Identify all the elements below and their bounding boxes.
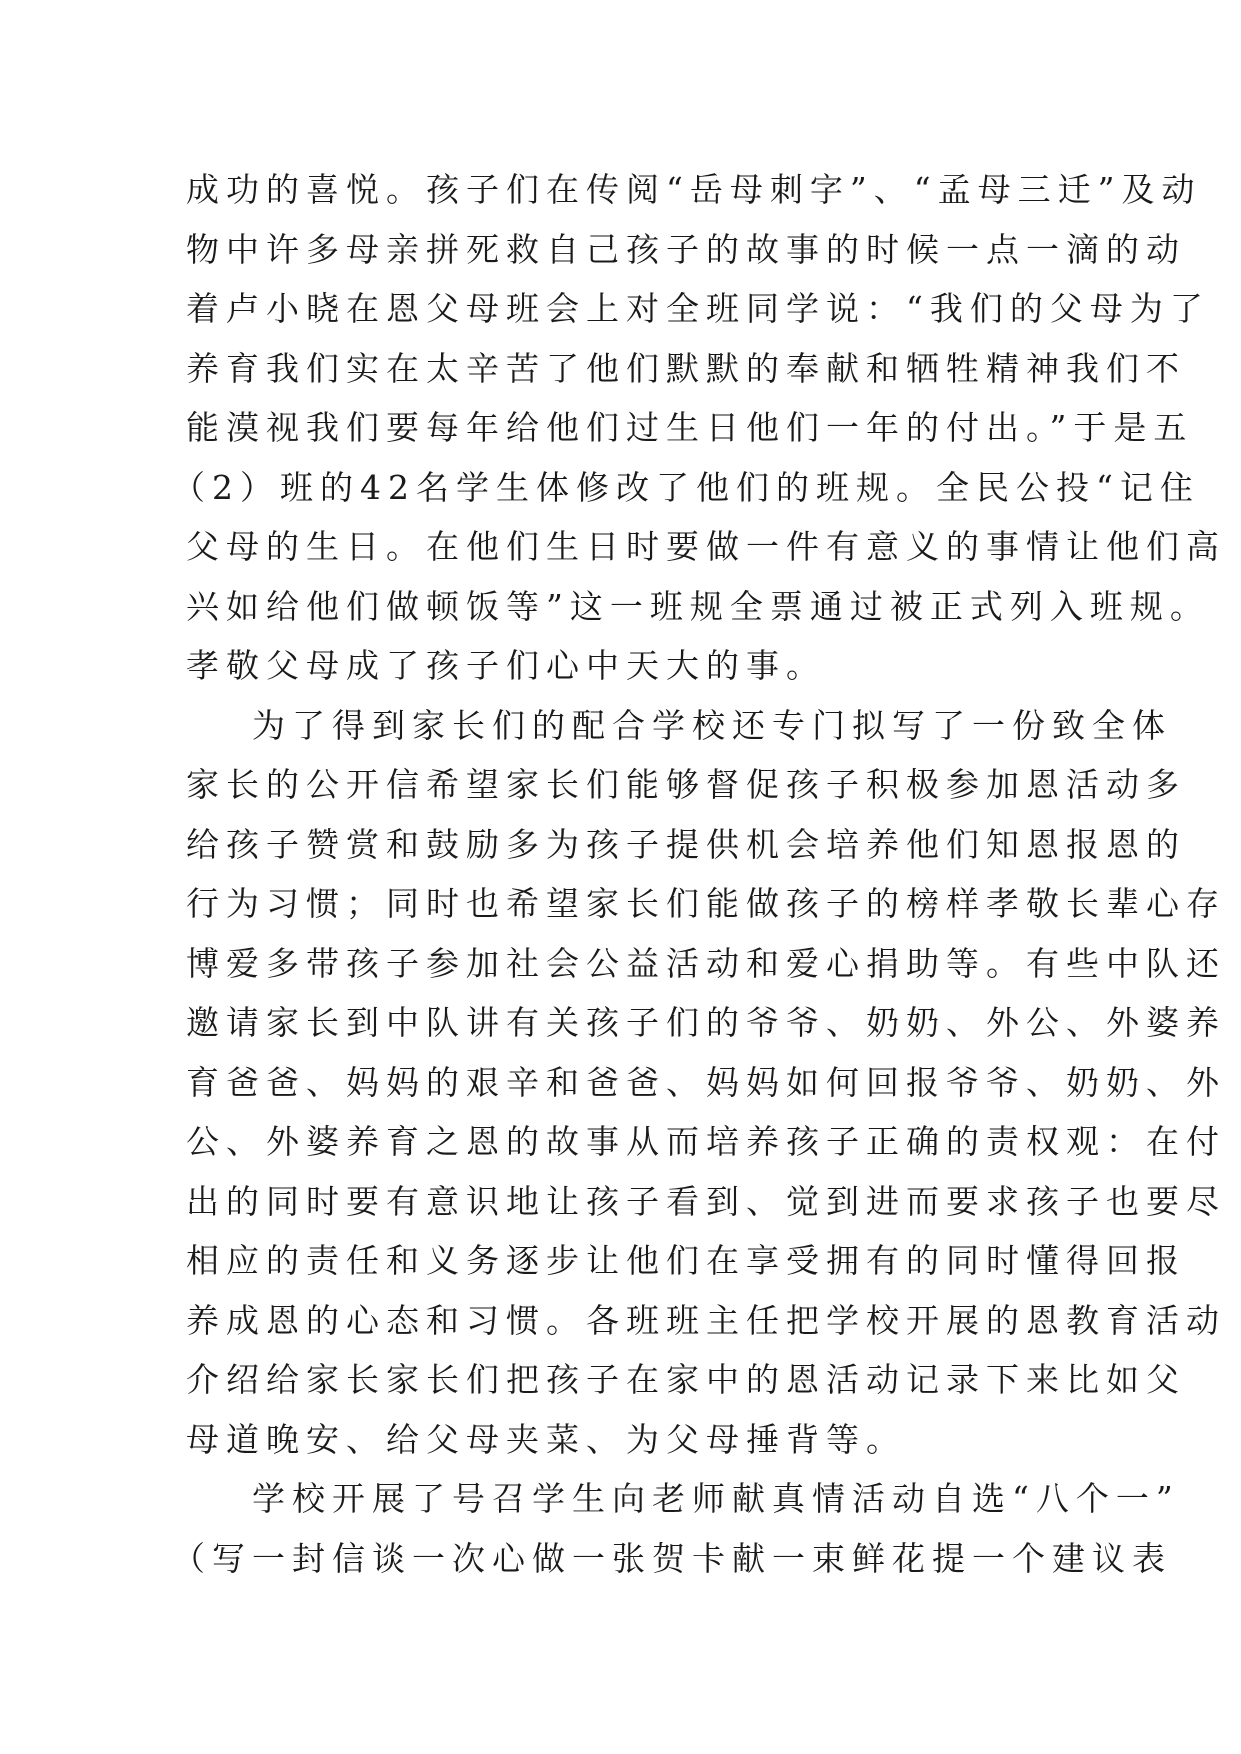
text-line: 养成恩的心态和习惯。各班班主任把学校开展的恩教育活动 [186,1300,1226,1340]
text-line: 孝敬父母成了孩子们心中天大的事。 [186,646,826,685]
text-line: 家长的公开信希望家长们能够督促孩子积极参加恩活动多 [186,765,1186,804]
text-line: 育爸爸、妈妈的艰辛和爸爸、妈妈如何回报爷爷、奶奶、外 [186,1062,1226,1102]
text-line: 出的同时要有意识地让孩子看到、觉到进而要求孩子也要尽 [186,1181,1226,1221]
text-line: 相应的责任和义务逐步让他们在享受拥有的同时懂得回报 [186,1241,1186,1280]
text-line: 着卢小晓在恩父母班会上对全班同学说：“我们的父母为了 [186,289,1210,328]
text-line: 成功的喜悦。孩子们在传阅“岳母刺字”、“孟母三迁”及动 [186,170,1202,209]
text-line: 物中许多母亲拼死救自己孩子的故事的时候一点一滴的动 [186,229,1186,269]
paragraph-first-line: 学校开展了号召学生向老师献真情活动自选“八个一” [252,1479,1180,1518]
text-line: 能漠视我们要每年给他们过生日他们一年的付出。”于是五 [186,408,1194,447]
text-line: 博爱多带孩子参加社会公益活动和爱心捐助等。有些中队还 [186,943,1226,983]
text-line: 母道晚安、给父母夹菜、为父母捶背等。 [186,1419,906,1459]
text-line: （写一封信谈一次心做一张贺卡献一束鲜花提一个建议表 [172,1538,1172,1578]
text-line: 给孩子赞赏和鼓励多为孩子提供机会培养他们知恩报恩的 [186,824,1186,864]
text-line: 公、外婆养育之恩的故事从而培养孩子正确的责权观：在付 [186,1122,1226,1161]
text-line: 介绍给家长家长们把孩子在家中的恩活动记录下来比如父 [186,1360,1186,1399]
paragraph-first-line: 为了得到家长们的配合学校还专门拟写了一份致全体 [252,705,1172,745]
text-line: 行为习惯；同时也希望家长们能做孩子的榜样孝敬长辈心存 [186,884,1226,923]
text-line: （2）班的42名学生体修改了他们的班规。全民公投“记住 [172,467,1200,507]
text-line: 邀请家长到中队讲有关孩子们的爷爷、奶奶、外公、外婆养 [186,1003,1226,1042]
text-line: 养育我们实在太辛苦了他们默默的奉献和牺牲精神我们不 [186,348,1186,388]
text-line: 兴如给他们做顿饭等”这一班规全票通过被正式列入班规。 [186,586,1210,626]
text-line: 父母的生日。在他们生日时要做一件有意义的事情让他们高 [186,527,1226,566]
body-text [172,160,1226,1588]
